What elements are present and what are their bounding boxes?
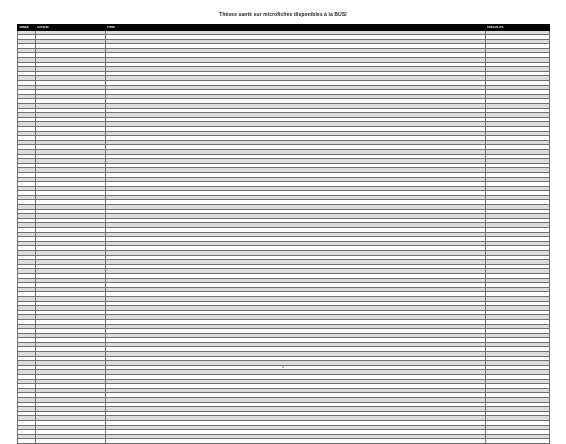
column-header-specialty: SPECIALITE [486, 25, 550, 31]
cell-author [36, 439, 106, 444]
theses-table-body [18, 30, 550, 443]
cell-specialty [486, 439, 550, 444]
cell-year [18, 439, 36, 444]
column-header-title: TITRE [106, 25, 486, 31]
page-number: 1 [281, 364, 285, 369]
theses-table [17, 24, 550, 444]
table-row [18, 439, 550, 444]
column-header-year: ANNEE [18, 25, 36, 31]
cell-title [106, 439, 486, 444]
column-header-author: AUTEUR [36, 25, 106, 31]
theses-table-wrapper [17, 24, 549, 444]
document-title: Thèses santé sur microfiches disponibles à la BUSI [219, 12, 347, 18]
